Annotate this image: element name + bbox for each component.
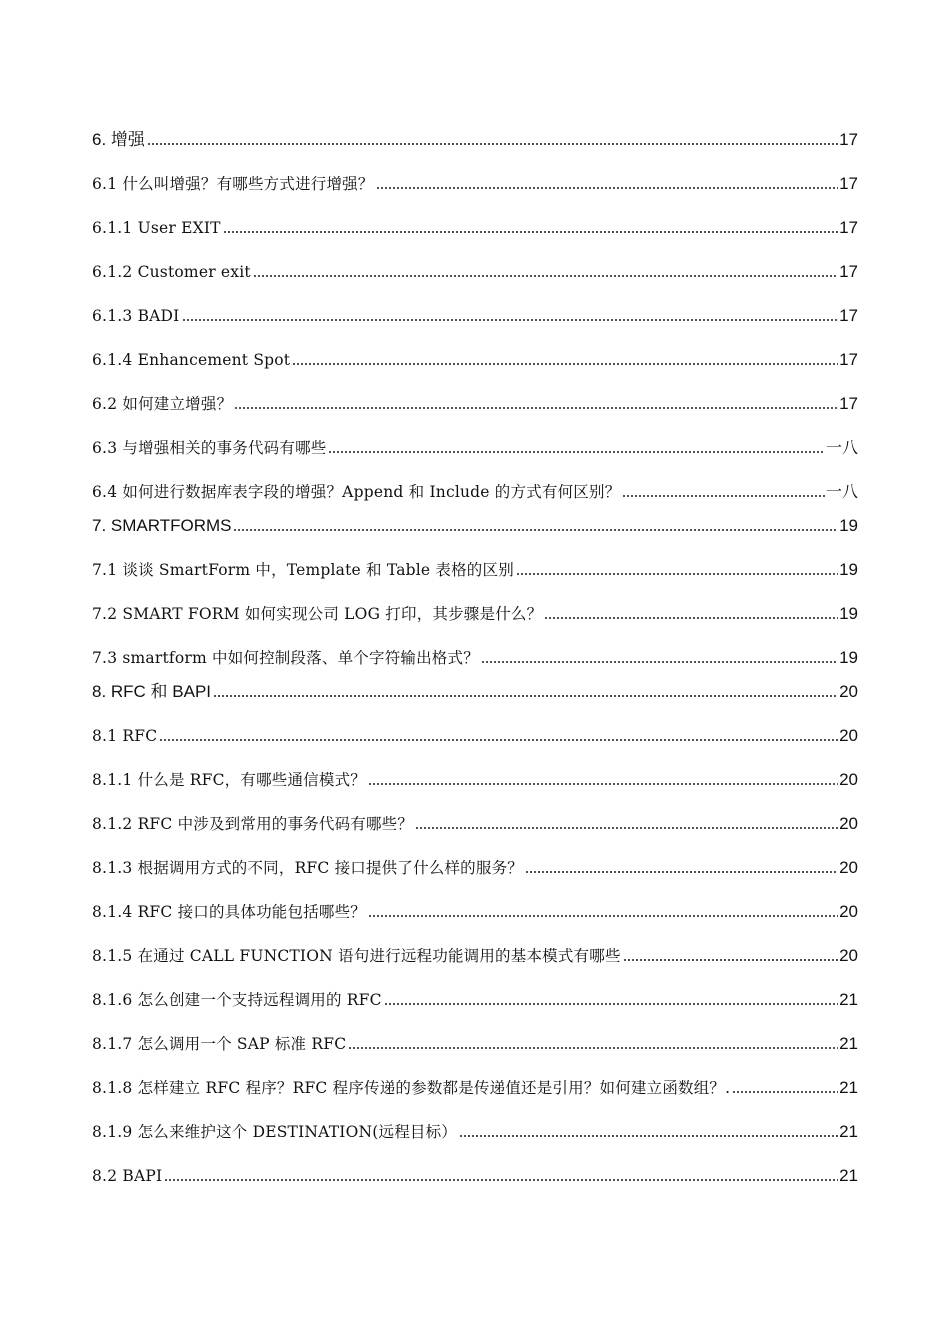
toc-entry-title: 6.2 如何建立增强？ [92, 395, 233, 413]
dot-leader [234, 406, 838, 410]
dot-leader [384, 1002, 838, 1006]
toc-entry[interactable] [92, 214, 858, 238]
toc-entry-title: 7.2 SMART FORM 如何实现公司 LOG 打印，其步骤是什么？ [92, 605, 543, 623]
toc-entry[interactable] [92, 434, 858, 458]
dot-leader [368, 914, 838, 918]
toc-entry[interactable] [92, 346, 858, 370]
toc-entry[interactable] [92, 1162, 858, 1186]
toc-entry[interactable] [92, 678, 858, 702]
toc-entry[interactable] [92, 1030, 858, 1054]
dot-leader [525, 870, 838, 874]
toc-entry[interactable] [92, 600, 858, 624]
toc-entry-title: 8.2 BAPI [92, 1167, 163, 1185]
dot-leader [516, 572, 838, 576]
toc-entry-page-number: 20 [839, 726, 858, 745]
toc-entry-page-number: 19 [839, 648, 858, 667]
toc-entry-page-number: 20 [839, 946, 858, 965]
toc-entry-page-number: 20 [839, 770, 858, 789]
toc-entry-page-number: 20 [839, 902, 858, 921]
toc-entry[interactable] [92, 644, 858, 668]
toc-entry[interactable] [92, 390, 858, 414]
toc-entry[interactable] [92, 556, 858, 580]
toc-entry-title: 8.1 RFC [92, 727, 158, 745]
toc-entry[interactable] [92, 766, 858, 790]
toc-entry-page-number: 17 [839, 130, 858, 149]
toc-entry-title: 8.1.6 怎么创建一个支持远程调用的 RFC [92, 991, 382, 1009]
table-of-contents [92, 0, 858, 1344]
dot-leader [182, 318, 839, 322]
toc-entry-title: 6.1.1 User EXIT [92, 219, 221, 237]
dot-leader [233, 528, 838, 532]
toc-entry-title: 8.1.1 什么是 RFC，有哪些通信模式？ [92, 771, 366, 789]
dot-leader [376, 186, 838, 190]
toc-entry[interactable] [92, 126, 858, 150]
toc-entry-page-number: 一八 [825, 438, 858, 457]
toc-entry-title: 7. SMARTFORMS [92, 516, 232, 535]
toc-entry-title: 6.3 与增强相关的事务代码有哪些 [92, 439, 327, 457]
toc-entry-page-number: 21 [839, 1166, 858, 1185]
toc-entry-title: 8.1.4 RFC 接口的具体功能包括哪些？ [92, 903, 366, 921]
toc-entry-title: 7.1 谈谈 SmartForm 中，Template 和 Table 表格的区别 [92, 561, 514, 579]
toc-entry-page-number: 19 [839, 604, 858, 623]
toc-entry[interactable] [92, 986, 858, 1010]
toc-entry-page-number: 19 [839, 516, 858, 535]
dot-leader [544, 616, 838, 620]
toc-entry-page-number: 17 [839, 350, 858, 369]
toc-entry-title: 7.3 smartform 中如何控制段落、单个字符输出格式？ [92, 649, 479, 667]
toc-entry[interactable] [92, 810, 858, 834]
toc-entry-title: 8.1.9 怎么来维护这个 DESTINATION(远程目标） [92, 1123, 458, 1141]
toc-entry-title: 6.4 如何进行数据库表字段的增强？Append 和 Include 的方式有何区别？ [92, 483, 621, 501]
toc-entry-title: 8. RFC 和 BAPI [92, 682, 212, 701]
toc-entry[interactable] [92, 898, 858, 922]
toc-entry-title: 8.1.5 在通过 CALL FUNCTION 语句进行远程功能调用的基本模式有哪些 [92, 947, 621, 965]
dot-leader [147, 142, 838, 146]
toc-entry[interactable] [92, 1118, 858, 1142]
toc-entry-page-number: 21 [839, 1034, 858, 1053]
dot-leader [623, 958, 838, 962]
toc-entry-title: 6.1.2 Customer exit [92, 263, 251, 281]
dot-leader [459, 1134, 838, 1138]
dot-leader [348, 1046, 838, 1050]
dot-leader [223, 230, 838, 234]
dot-leader [159, 738, 838, 742]
toc-entry[interactable] [92, 1074, 858, 1098]
toc-entry[interactable] [92, 854, 858, 878]
toc-entry-page-number: 21 [839, 1122, 858, 1141]
toc-entry[interactable] [92, 512, 858, 536]
toc-entry-title: 6.1 什么叫增强？有哪些方式进行增强？ [92, 175, 374, 193]
toc-entry-title: 6.1.3 BADI [92, 307, 180, 325]
toc-entry-page-number: 19 [839, 560, 858, 579]
toc-entry[interactable] [92, 302, 858, 326]
toc-entry-page-number: 17 [839, 262, 858, 281]
dot-leader [253, 274, 838, 278]
toc-entry-page-number: 21 [839, 990, 858, 1009]
toc-entry-page-number: 17 [839, 218, 858, 237]
toc-entry-page-number: 一八 [825, 482, 858, 501]
toc-entry-title: 8.1.2 RFC 中涉及到常用的事务代码有哪些？ [92, 815, 414, 833]
toc-entry[interactable] [92, 258, 858, 282]
toc-entry[interactable] [92, 478, 858, 502]
dot-leader [415, 826, 838, 830]
toc-entry-page-number: 20 [839, 814, 858, 833]
toc-entry-title: 6.1.4 Enhancement Spot [92, 351, 291, 369]
toc-entry-page-number: 17 [839, 394, 858, 413]
toc-entry[interactable] [92, 170, 858, 194]
dot-leader [481, 660, 838, 664]
toc-entry-page-number: 20 [839, 682, 858, 701]
toc-entry-page-number: 21 [839, 1078, 858, 1097]
dot-leader [622, 494, 825, 498]
toc-entry-page-number: 17 [839, 174, 858, 193]
toc-entry-title: 8.1.3 根据调用方式的不同，RFC 接口提供了什么样的服务？ [92, 859, 523, 877]
dot-leader [292, 362, 838, 366]
toc-entry-page-number: 20 [839, 858, 858, 877]
dot-leader [213, 694, 838, 698]
dot-leader [732, 1090, 838, 1094]
dot-leader [164, 1178, 838, 1182]
dot-leader [368, 782, 838, 786]
dot-leader [328, 450, 825, 454]
toc-entry[interactable] [92, 722, 858, 746]
toc-entry-page-number: 17 [839, 306, 858, 325]
toc-entry-title: 6. 增强 [92, 130, 145, 149]
toc-entry-title: 8.1.8 怎样建立 RFC 程序？RFC 程序传递的参数都是传递值还是引用？如何建立函数组？. [92, 1079, 731, 1097]
toc-entry[interactable] [92, 942, 858, 966]
toc-entry-title: 8.1.7 怎么调用一个 SAP 标准 RFC [92, 1035, 347, 1053]
